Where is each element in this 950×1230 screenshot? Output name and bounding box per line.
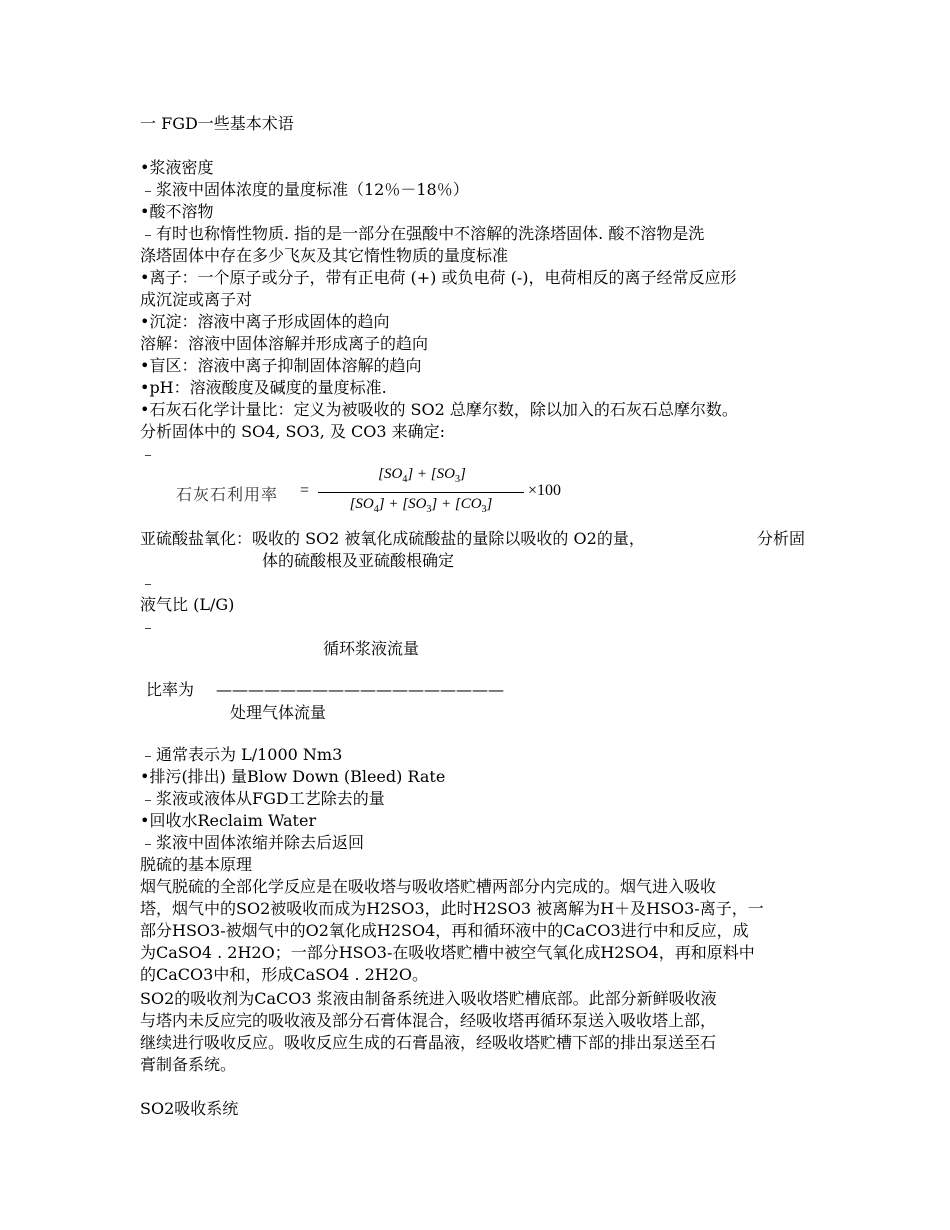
ratio-label: 比率为 bbox=[146, 680, 195, 699]
dash-marker: ﹣ bbox=[140, 617, 157, 636]
paragraph-line: 为CaSO4 . 2H2O；一部分HSO3-在吸收塔贮槽中被空气氧化成H2SO4，再和原料中 bbox=[140, 943, 755, 962]
paragraph-line: 部分HSO3-被烟气中的O2氧化成H2SO4，再和循环液中的CaCO3进行中和反应，成 bbox=[140, 921, 749, 940]
subsection-heading: 脱硫的基本原理 bbox=[140, 855, 253, 874]
definition-line: ﹣有时也称惰性物质. 指的是一部分在强酸中不溶解的洗涤塔固体. 酸不溶物是洗 bbox=[140, 224, 705, 243]
formula-times-100: ×100 bbox=[528, 482, 562, 499]
definition-line: ﹣通常表示为 L/1000 Nm3 bbox=[140, 745, 343, 764]
definition-line: ﹣浆液中固体浓缩并除去后返回 bbox=[140, 833, 365, 852]
dash-marker: ﹣ bbox=[140, 573, 157, 592]
paragraph-line: 与塔内未反应完的吸收液及部分石膏体混合，经吸收塔再循环泵送入吸收塔上部， bbox=[140, 1011, 717, 1030]
term-ion: •离子：一个原子或分子，带有正电荷 (+) 或负电荷 (-)，电荷相反的离子经常反应形 bbox=[140, 268, 737, 287]
definition-line: ﹣浆液或液体从FGD工艺除去的量 bbox=[140, 789, 385, 808]
definition-line: 分析固体中的 SO4, SO3, 及 CO3 来确定: bbox=[140, 422, 446, 441]
ratio-denominator: 处理气体流量 bbox=[230, 703, 327, 722]
term-slurry-density: •浆液密度 bbox=[140, 158, 214, 177]
ratio-fraction-line: —————————————————— bbox=[216, 680, 504, 699]
paragraph-line: 的CaCO3中和，形成CaSO4 . 2H2O。 bbox=[140, 965, 429, 984]
limestone-utilization-formula bbox=[176, 466, 562, 522]
term-limestone-stoichiometry: •石灰石化学计量比：定义为被吸收的 SO2 总摩尔数，除以加入的石灰石总摩尔数。 bbox=[140, 400, 738, 419]
term-blow-down-rate: •排污(排出) 量Blow Down (Bleed) Rate bbox=[140, 767, 446, 786]
term-precipitation: •沉淀：溶液中离子形成固体的趋向 bbox=[140, 312, 390, 331]
formula-lhs: 石灰石利用率 bbox=[176, 487, 279, 504]
section-heading: 一 FGD一些基本术语 bbox=[140, 114, 294, 133]
term-acid-insolubles: •酸不溶物 bbox=[140, 202, 214, 221]
term-dissolution: 溶解：溶液中固体溶解并形成离子的趋向 bbox=[140, 334, 429, 353]
definition-line: ﹣浆液中固体浓度的量度标准（12％－18％） bbox=[140, 180, 469, 199]
term-blind-zone: •盲区：溶液中离子抑制固体溶解的趋向 bbox=[140, 356, 422, 375]
paragraph-line: 塔，烟气中的SO2被吸收而成为H2SO3，此时H2SO3 被离解为H＋及HSO3-离子，一 bbox=[140, 899, 764, 918]
paragraph-line: 继续进行吸收反应。吸收反应生成的石膏晶液，经吸收塔贮槽下部的排出泵送至石 bbox=[140, 1033, 717, 1052]
definition-line: 成沉淀或离子对 bbox=[140, 290, 253, 309]
ratio-numerator: 循环浆液流量 bbox=[323, 639, 420, 658]
paragraph-line: 膏制备系统。 bbox=[140, 1055, 237, 1074]
term-ph: •pH：溶液酸度及碱度的量度标准. bbox=[140, 378, 387, 397]
term-reclaim-water: •回收水Reclaim Water bbox=[140, 811, 317, 830]
definition-line: 涤塔固体中存在多少飞灰及其它惰性物质的量度标准 bbox=[140, 246, 509, 265]
subsection-heading: SO2吸收系统 bbox=[140, 1099, 239, 1118]
term-liquid-gas-ratio: 液气比 (L/G) bbox=[140, 595, 235, 614]
formula-denominator: $[SO_4] + [SO_3] + [CO_3]$ bbox=[349, 496, 493, 515]
formula-equals: = bbox=[300, 482, 310, 499]
definition-line: 体的硫酸根及亚硫酸根确定 bbox=[262, 551, 455, 570]
dash-marker: ﹣ bbox=[140, 444, 157, 463]
term-sulfite-oxidation: 亚硫酸盐氧化：吸收的 SO2 被氧化成硫酸盐的量除以吸收的 O2的量， bbox=[140, 529, 645, 548]
paragraph-line: 烟气脱硫的全部化学反应是在吸收塔与吸收塔贮槽两部分内完成的。烟气进入吸收 bbox=[140, 877, 717, 896]
formula-numerator: $[SO_4] + [SO_3]$ bbox=[378, 466, 466, 485]
formula-fraction-bar bbox=[318, 492, 524, 493]
paragraph-line: SO2的吸收剂为CaCO3 浆液由制备系统进入吸收塔贮槽底部。此部分新鲜吸收液 bbox=[140, 989, 717, 1008]
definition-line: 分析固 bbox=[757, 529, 806, 548]
